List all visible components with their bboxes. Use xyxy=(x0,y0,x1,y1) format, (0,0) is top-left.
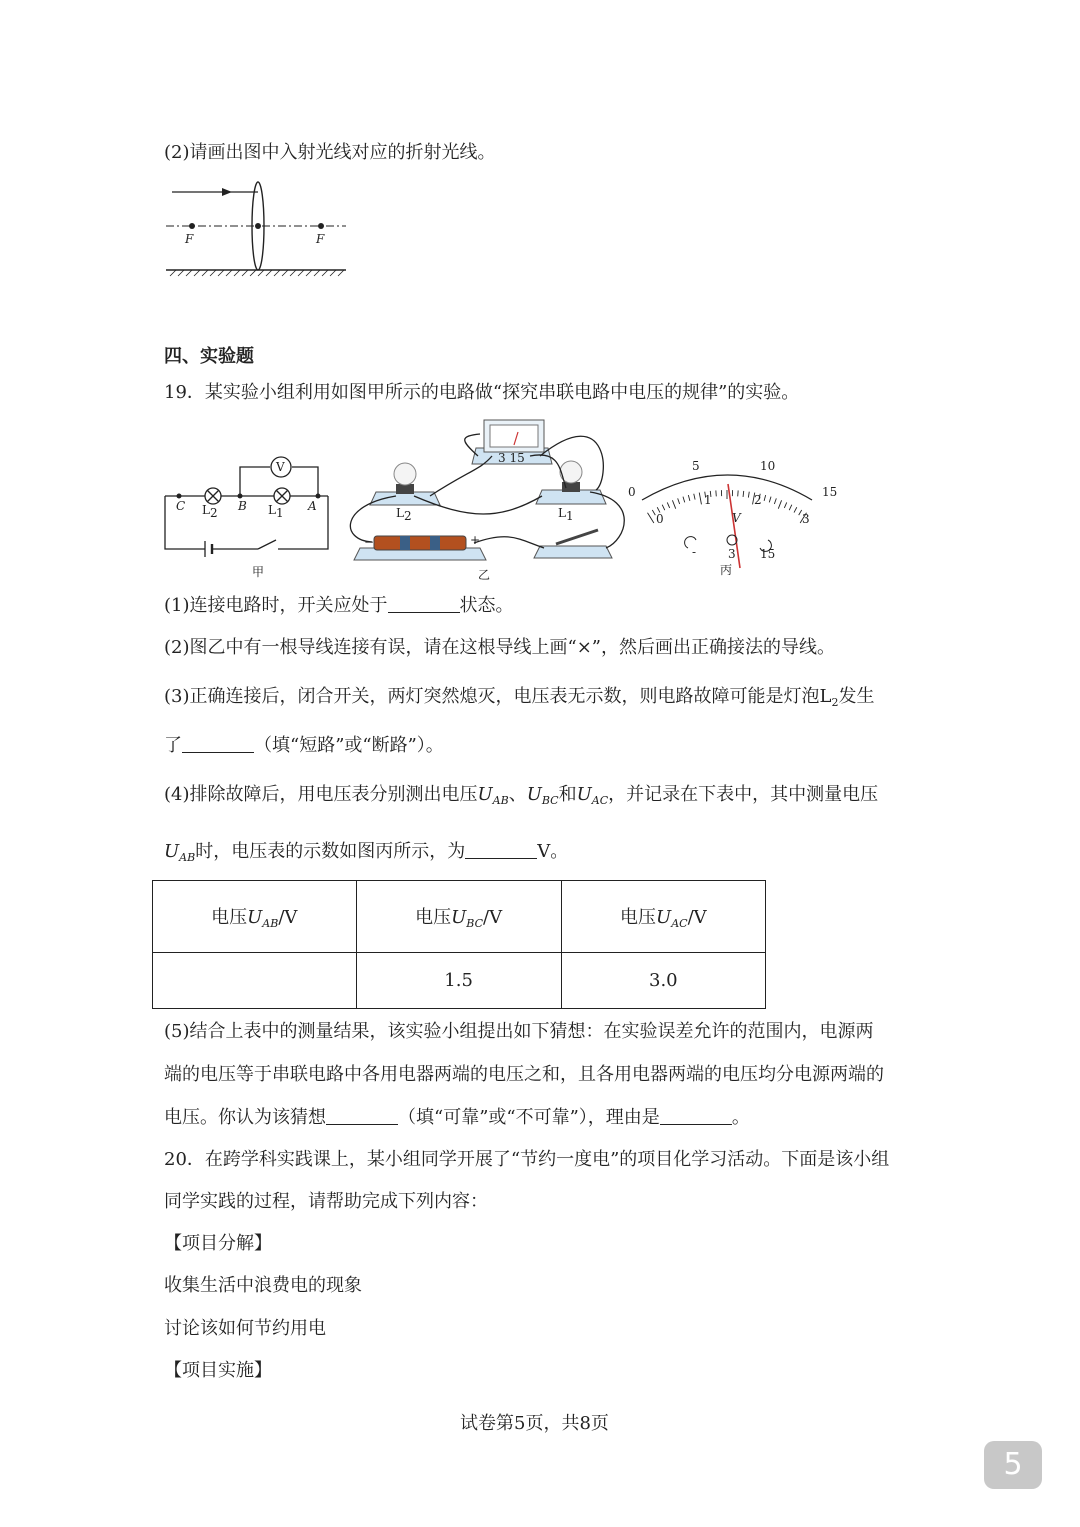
fig-bing-top-10: 10 xyxy=(760,459,776,473)
voltage-table xyxy=(152,880,766,1009)
dial-tick xyxy=(778,500,781,508)
q19-stem: 19．某实验小组利用如图甲所示的电路做“探究串联电路中电压的规律”的实验。 xyxy=(164,382,800,403)
fig-yi-L1-sub: 1 xyxy=(566,509,574,523)
dial-tick xyxy=(748,492,749,498)
fig-bing-term-3: 3 xyxy=(728,547,736,561)
dial-tick xyxy=(652,510,655,515)
answer-blank-3[interactable] xyxy=(182,738,254,753)
fig-bing-bot-1: 1 xyxy=(704,493,712,507)
fig-yi-L1: L xyxy=(558,506,566,520)
dial-tick xyxy=(672,500,675,508)
fig-yi-meter-ticks: 3 15 xyxy=(498,451,525,465)
q19-p5-line1: (5)结合上表中的测量结果，该实验小组提出如下猜想：在实验误差允许的范围内，电源两 xyxy=(164,1021,874,1042)
fig-jia-A: A xyxy=(308,499,317,513)
q20-item-1: 收集生活中浪费电的现象 xyxy=(164,1275,362,1296)
page-footer: 试卷第5页，共8页 xyxy=(460,1413,609,1434)
fig-jia-L1-sub: 1 xyxy=(276,506,284,520)
dial-tick xyxy=(699,493,701,505)
table-header-uac: 电压$U_{AC}/V$ xyxy=(561,881,765,953)
answer-blank-5b[interactable] xyxy=(660,1110,732,1125)
fig-bing-caption: 丙 xyxy=(720,563,733,577)
answer-blank-1[interactable] xyxy=(388,598,460,613)
dial-tick xyxy=(774,498,776,504)
fig-jia-L2-sub: 2 xyxy=(210,506,218,520)
fig-bing-top-0: 0 xyxy=(628,485,636,499)
fig-jia-caption: 甲 xyxy=(252,565,265,579)
dial-tick xyxy=(662,505,665,510)
dial-tick xyxy=(764,495,766,501)
fig-bing-bot-2: 2 xyxy=(754,493,762,507)
q19-p3-line1: (3)正确连接后，闭合开关，两灯突然熄灭，电压表无示数，则电路故障可能是灯泡$L_2$发生 xyxy=(164,686,875,709)
fig-yi-L2-sub: 2 xyxy=(404,509,412,523)
q19-p2: (2)图乙中有一根导线连接有误，请在这根导线上画“×”，然后画出正确接法的导线。 xyxy=(164,637,835,658)
fig-bing-dial xyxy=(628,459,837,577)
dial-tick xyxy=(667,502,669,508)
fig-jia-L2: L xyxy=(202,503,210,517)
fig-bing-top-5: 5 xyxy=(692,459,700,473)
q20-item-2: 讨论该如何节约用电 xyxy=(164,1318,326,1339)
fig-jia-V: V xyxy=(276,460,285,474)
page-number-badge: 5 xyxy=(984,1441,1042,1489)
fig-bing-term-15: 15 xyxy=(760,547,776,561)
q19-p5-line3: 电压。你认为该猜想 （填“可靠”或“不可靠”），理由是 。 xyxy=(164,1107,750,1128)
table-cell-uab[interactable] xyxy=(153,953,357,1009)
table-cell-uac: 3.0 xyxy=(561,953,765,1009)
fig-bing-unit: V xyxy=(732,511,741,525)
dial-tick xyxy=(784,502,786,508)
dial-tick xyxy=(743,491,744,497)
section-title: 四、实验题 xyxy=(164,346,254,367)
fig-bing-bot-3: 3 xyxy=(802,512,810,526)
focal-label-right: F xyxy=(316,232,325,246)
dial-tick xyxy=(688,495,690,501)
fig-bing-bot-0: 0 xyxy=(656,512,664,526)
q20-heading-2: 【项目实施】 xyxy=(164,1360,272,1381)
table-cell-ubc: 1.5 xyxy=(356,953,561,1009)
answer-blank-5a[interactable] xyxy=(326,1110,398,1125)
q18-part2-text: (2)请画出图中入射光线对应的折射光线。 xyxy=(164,142,496,163)
q19-p3-line2: 了 （填“短路”或“断路”）。 xyxy=(164,735,444,756)
fig-bing-term-minus: - xyxy=(692,545,697,559)
fig-yi-apparatus xyxy=(350,420,624,582)
table-header-uab: 电压$U_{AB}/V$ xyxy=(153,881,357,953)
dial-tick xyxy=(683,497,685,503)
fig-yi-L2: L xyxy=(396,506,404,520)
fig-yi-minus: − xyxy=(364,535,375,549)
answer-blank-4[interactable] xyxy=(465,844,537,859)
focal-label-left: F xyxy=(185,232,194,246)
fig-bing-top-15: 15 xyxy=(822,485,838,499)
fig-jia-L1: L xyxy=(268,503,276,517)
q20-heading-1: 【项目分解】 xyxy=(164,1233,272,1254)
q20-line1: 20．在跨学科实践课上，某小组同学开展了“节约一度电”的项目化学习活动。下面是该小组 xyxy=(164,1149,890,1170)
dial-tick xyxy=(769,497,771,503)
fig-jia-C: C xyxy=(176,499,186,513)
q19-p4-line1: (4)排除故障后，用电压表分别测出电压$U_{AB}$、$U_{BC}$和$U_{AC}$，并记录在下表中，其中测量电压 xyxy=(164,784,879,807)
q19-p1: (1)连接电路时，开关应处于 状态。 xyxy=(164,595,514,616)
dial-tick xyxy=(794,507,797,512)
q19-p4-line2: $U_{AB}$时，电压表的示数如图丙所示，为 V。 xyxy=(164,841,569,864)
fig-jia-B: B xyxy=(238,499,247,513)
fig-yi-caption: 乙 xyxy=(478,568,491,582)
dial-tick xyxy=(694,494,695,500)
fig-yi-plus: + xyxy=(470,533,481,547)
dial-tick xyxy=(648,513,654,523)
q20-line2: 同学实践的过程，请帮助完成下列内容： xyxy=(164,1191,488,1212)
dial-tick xyxy=(678,498,680,504)
dial-tick xyxy=(789,505,792,510)
q19-p5-line2: 端的电压等于串联电路中各用电器两端的电压之和，且各用电器两端的电压均分电源两端的 xyxy=(164,1064,884,1085)
table-header-ubc: 电压$U_{BC}/V$ xyxy=(356,881,561,953)
